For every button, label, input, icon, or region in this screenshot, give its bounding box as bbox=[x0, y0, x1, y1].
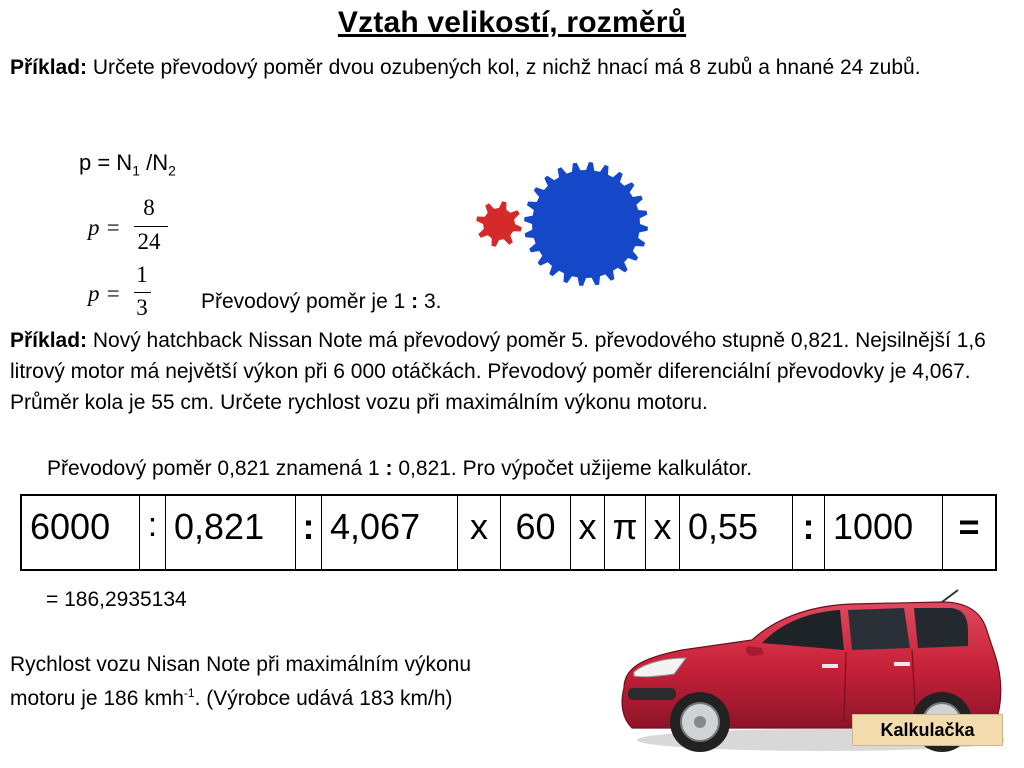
ratio-meaning-colon: : bbox=[385, 457, 393, 480]
calc-cell: = bbox=[942, 496, 995, 569]
ratio-result bbox=[201, 290, 441, 314]
ratio-result-a: Převodový poměr je 1 bbox=[201, 290, 412, 313]
formula-sub2: 2 bbox=[168, 162, 176, 179]
conclusion-line1: Rychlost vozu Nisan Note při maximálním výkonu bbox=[10, 653, 471, 676]
calculation-table bbox=[20, 494, 997, 571]
ratio-meaning-a: Převodový poměr 0,821 znamená 1 bbox=[47, 457, 386, 480]
calc-cell: x bbox=[645, 496, 679, 569]
fraction2-numerator: 1 bbox=[136, 262, 148, 287]
calc-cell: 0,821 bbox=[165, 496, 295, 569]
calculator-button[interactable]: Kalkulačka bbox=[852, 714, 1003, 746]
calc-cell: 1000 bbox=[824, 496, 942, 569]
fraction-1-3 bbox=[88, 262, 178, 327]
fraction-8-24 bbox=[88, 195, 178, 260]
calc-cell: 60 bbox=[500, 496, 570, 569]
example2-body: Nový hatchback Nissan Note má převodový poměr 5. převodového stupně 0,821. Nejsilnější 1,6 litrový motor má největší výkon při 6 000 otáčkách. Převodový poměr diferenciální převodovky je 4,067. Průměr kola je 55 cm. Určete rychlost vozu při maximálním výkonu motoru. bbox=[10, 329, 986, 414]
example1-body: Určete převodový poměr dvou ozubených kol, z nichž hnací má 8 zubů a hnané 24 zubů. bbox=[87, 56, 921, 79]
conclusion-sup: -1 bbox=[183, 686, 195, 700]
example2-text bbox=[10, 325, 1015, 418]
fraction1-numerator: 8 bbox=[143, 195, 155, 220]
fraction1-var: p = bbox=[88, 215, 121, 240]
page-title: Vztah velikostí, rozměrů bbox=[337, 6, 687, 39]
ratio-result-b: 3. bbox=[418, 290, 442, 313]
ratio-result-colon: : bbox=[411, 290, 419, 313]
ratio-meaning bbox=[47, 457, 752, 481]
calc-cell: 0,55 bbox=[679, 496, 792, 569]
gears-illustration bbox=[470, 158, 652, 290]
calc-cell: : bbox=[139, 496, 165, 569]
ratio-formula bbox=[79, 150, 176, 178]
example2-label: Příklad: bbox=[10, 329, 88, 352]
calc-cell: : bbox=[792, 496, 824, 569]
fraction1-bar bbox=[134, 226, 168, 227]
formula-slash: /N bbox=[140, 150, 169, 175]
calc-cell: x bbox=[570, 496, 604, 569]
ratio-meaning-b: 0,821. Pro výpočet užijeme kalkulátor. bbox=[392, 457, 753, 480]
calc-cell: 4,067 bbox=[321, 496, 457, 569]
fraction2-bar bbox=[134, 292, 151, 293]
calculation-result: = 186,2935134 bbox=[46, 588, 187, 611]
example1-label: Příklad: bbox=[10, 56, 88, 79]
conclusion-text bbox=[10, 650, 610, 713]
fraction2-var: p = bbox=[88, 281, 121, 306]
formula-p: p = N bbox=[79, 150, 133, 175]
fraction1-denominator: 24 bbox=[137, 229, 161, 254]
example1-text bbox=[10, 52, 1010, 83]
calc-cell: 6000 bbox=[30, 506, 111, 547]
fraction2-denominator: 3 bbox=[136, 295, 148, 320]
calc-cell: x bbox=[457, 496, 500, 569]
formula-sub1: 1 bbox=[132, 162, 140, 179]
calc-cell: : bbox=[295, 496, 321, 569]
conclusion-line2: motoru je 186 kmh bbox=[10, 687, 184, 710]
conclusion-line2-end: . (Výrobce udává 183 km/h) bbox=[194, 687, 453, 710]
calc-cell: π bbox=[604, 496, 645, 569]
